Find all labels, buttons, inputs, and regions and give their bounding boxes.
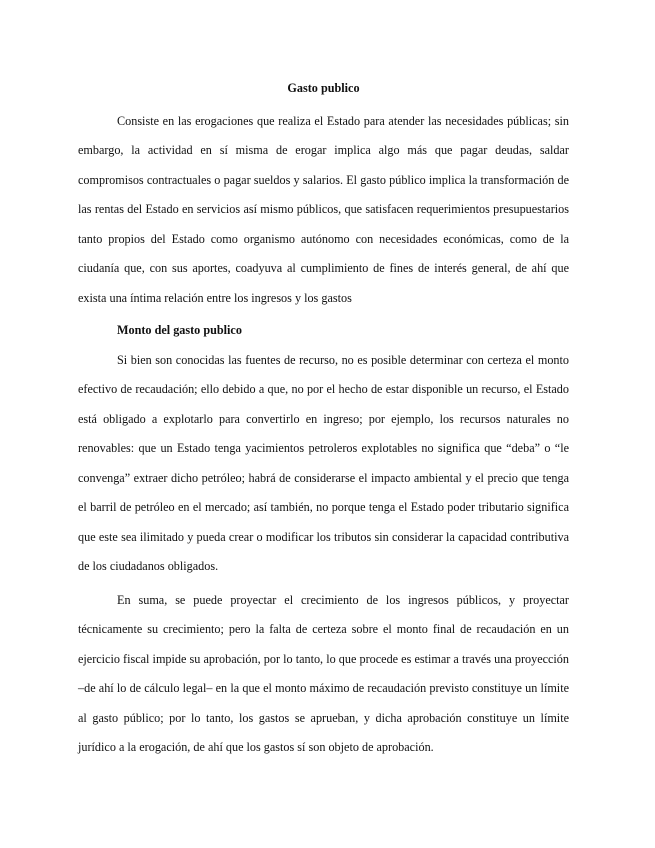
paragraph-gasto-publico: Consiste en las erogaciones que realiza el Estado para atender las necesidades públicas; sin embargo, la actividad en sí misma de erogar implica algo más que pagar deudas, saldar compromisos contractuales o pagar sueldos y salarios. El gasto público implica la transformación de las rentas del Estado en servicios así mismo públicos, que satisfacen requerimientos presupuestarios tanto propios del Estado como organismo autónomo con necesidades económicas, como de la ciudanía que, con sus aportes, coadyuva al cumplimiento de fines de interés general, de ahí que exista una íntima relación entre los ingresos y los gastos — [78, 113, 569, 305]
paragraph-en-suma: En suma, se puede proyectar el crecimiento de los ingresos públicos, y proyectar técnicamente su crecimiento; pero la falta de certeza sobre el monto final de recaudación en un ejercicio fiscal impide su aprobación, por lo tanto, lo que procede es estimar a través una proyección –de ahí lo de cálculo legal– en la que el monto máximo de recaudación previsto constituye un límite al gasto público; por lo tanto, los gastos se aprueban, y dicha aprobación constituye un límite jurídico a la erogación, de ahí que los gastos sí son objeto de aprobación. — [78, 592, 569, 754]
document-title: Gasto publico — [287, 81, 360, 95]
paragraph-monto: Si bien son conocidas las fuentes de recurso, no es posible determinar con certeza el monto efectivo de recaudación; ello debido a que, no por el hecho de estar disponible un recurso, el Estado está obligado a explotarlo para convertirlo en ingreso; por ejemplo, los recursos naturales no renovables: que un Estado tenga yacimientos petroleros explotables no significa que “deba” o “le convenga” extraer dicho petróleo; habrá de considerarse el impacto ambiental y el precio que tenga el barril de petróleo en el mercado; así también, no porque tenga el Estado poder tributario significa que este sea ilimitado y pueda crear o modificar los tributos sin considerar la capacidad contributiva de los ciudadanos obligados. — [78, 352, 569, 573]
section-heading-monto: Monto del gasto publico — [117, 323, 242, 337]
